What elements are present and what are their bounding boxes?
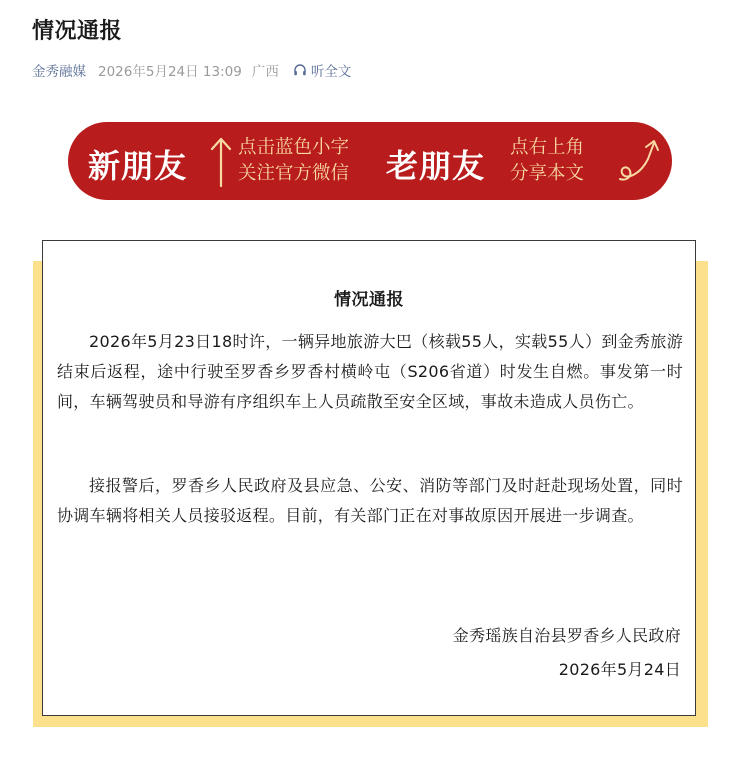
follow-share-banner[interactable] xyxy=(68,122,672,200)
page-title: 情况通报 xyxy=(32,19,123,44)
new-friend-hint-line2: 关注官方微信 xyxy=(238,163,350,184)
new-friend-hint xyxy=(238,135,349,187)
signature-organization: 金秀瑶族自治县罗香乡人民政府 xyxy=(452,626,681,645)
notice-heading: 情况通报 xyxy=(334,290,404,310)
listen-button[interactable] xyxy=(293,60,352,80)
listen-label: 听全文 xyxy=(310,64,352,80)
arrow-up-icon xyxy=(210,136,232,188)
new-friend-label: 新朋友 xyxy=(88,147,188,185)
notice-box xyxy=(42,240,696,716)
old-friend-hint-line2: 分享本文 xyxy=(510,163,585,184)
new-friend-hint-line1: 点击蓝色小字 xyxy=(238,137,350,158)
publish-datetime: 2026年5月24日 13:09 xyxy=(98,64,242,80)
headphones-icon xyxy=(293,63,307,77)
share-arrow-icon xyxy=(616,135,662,185)
article-meta xyxy=(32,60,351,80)
publish-location: 广西 xyxy=(251,64,279,80)
old-friend-hint-line1: 点右上角 xyxy=(510,137,585,158)
author-link[interactable]: 金秀融媒 xyxy=(32,64,86,80)
signature-date: 2026年5月24日 xyxy=(558,660,681,679)
notice-paragraph-2: 接报警后，罗香乡人民政府及县应急、公安、消防等部门及时赶赴现场处置，同时协调车辆将相关人员接驳返程。目前，有关部门正在对事故原因开展进一步调查。 xyxy=(57,476,683,525)
old-friend-hint xyxy=(510,135,584,187)
old-friend-label: 老朋友 xyxy=(386,147,486,185)
notice-paragraph-1: 2026年5月23日18时许，一辆异地旅游大巴（核载55人，实载55人）到金秀旅游结束后返程，途中行驶至罗香乡罗香村横岭屯（S206省道）时发生自燃。事发第一时间，车辆驾驶员和导游有序组织车上人员疏散至安全区域，事故未造成人员伤亡。 xyxy=(57,332,683,411)
